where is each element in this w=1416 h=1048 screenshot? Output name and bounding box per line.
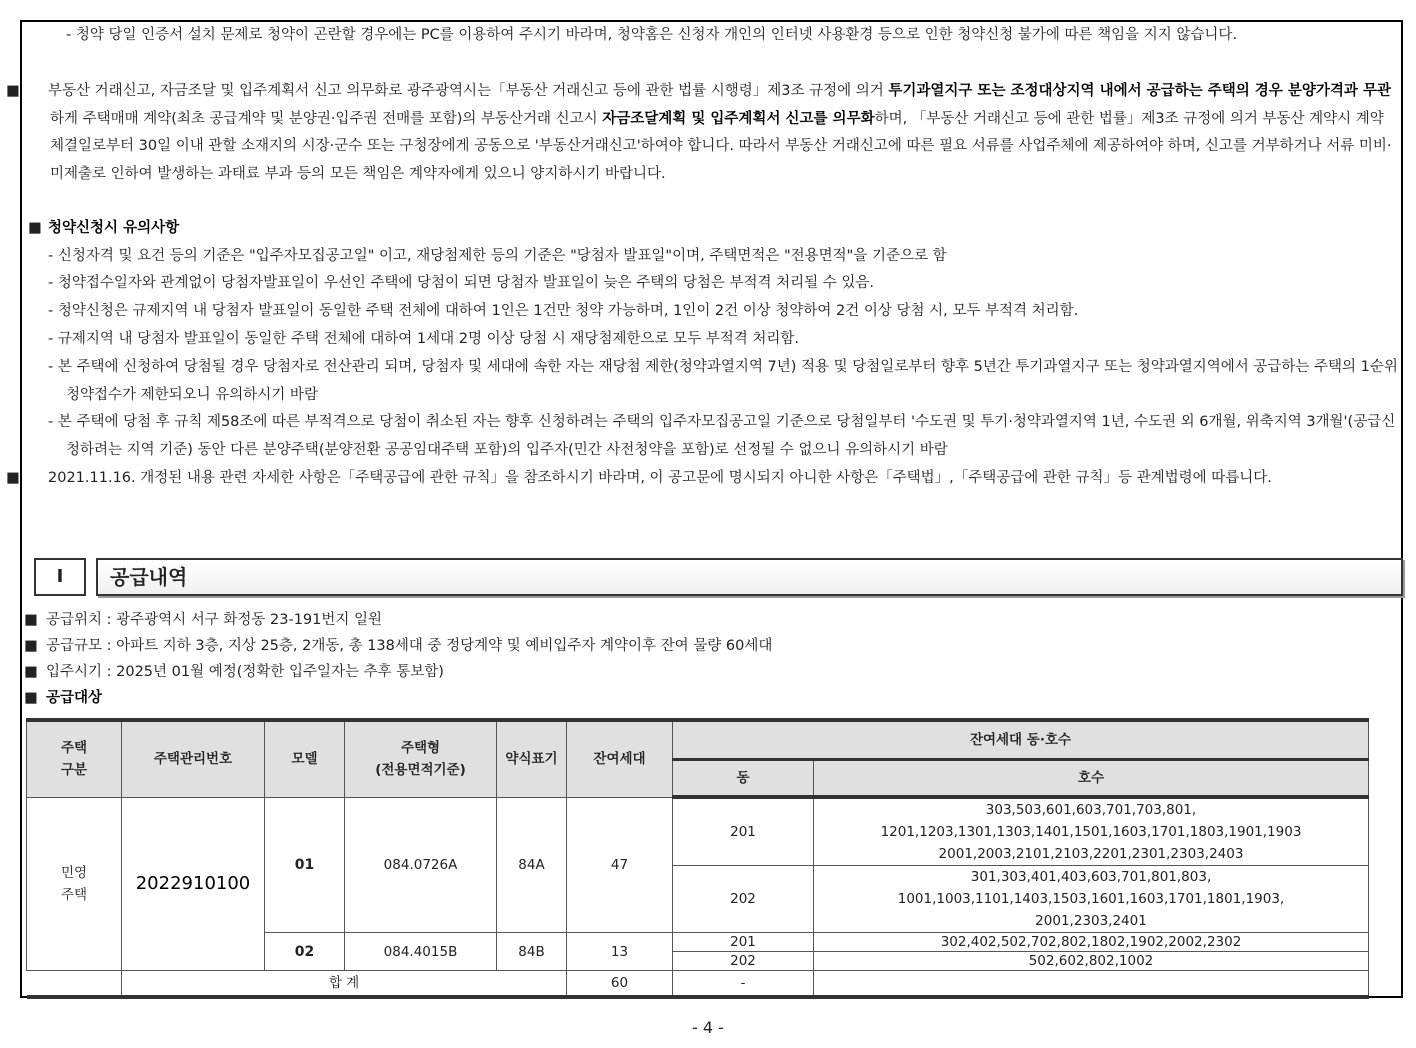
- cell-dong: 201: [673, 797, 814, 866]
- header-short-label: 약식표기: [497, 720, 567, 797]
- cell-ho: 302,402,502,702,802,1802,1902,2002,2302: [814, 933, 1369, 952]
- cell-total-value: 60: [567, 971, 673, 997]
- caution-item: - 본 주택에 신청하여 당첨될 경우 당첨자로 전산관리 되며, 당첨자 및 세대에 속한 자는 재당첨 제한(청약과열지역 7년) 적용 및 당첨일로부터 향후 5년간 투기과열지구 또는 청약과열지역에서 공급하는 주택의 1순위 청약접수가 제한되오니 유의하시기 바람: [48, 359, 1398, 403]
- header-housing-type: 주택형 (전용면적기준): [345, 720, 497, 797]
- cell-dong: 202: [673, 952, 814, 971]
- cell-housing-type: 084.4015B: [345, 933, 497, 971]
- cell-short-label: 84B: [497, 933, 567, 971]
- cell-model: 01: [265, 797, 345, 933]
- caution-item: - 신청자격 및 요건 등의 기준은 "입주자모집공고일" 이고, 재당첨제한 등의 기준은 "당첨자 발표일"이며, 주택면적은 "전용면적"을 기준으로 함: [48, 248, 947, 264]
- header-ho: 호수: [814, 759, 1369, 797]
- header-management-number: 주택관리번호: [122, 720, 265, 797]
- cell-empty: [814, 971, 1369, 997]
- paragraph-revision: ■ 2021.11.16. 개정된 내용 관련 자세한 사항은「주택공급에 관한 규칙」을 참조하시기 바라며, 이 공고문에 명시되지 아니한 사항은「주택법」,「주택공급에 관한 규칙」등 관계법령에 따릅니다.: [28, 465, 1396, 493]
- paragraph-real-estate-report: ■ 부동산 거래신고, 자금조달 및 입주계획서 신고 의무화로 광주광역시는「부동산 거래신고 등에 관한 법률 시행령」제3조 규정에 의거 투기과열지구 또는 조정대상지역 내에서 공급하는 주택의 경우 분양가격과 무관하게 주택매매 계약(최초 공급계약 및 분양권·입주권 전매를 포함)의 부동산거래 신고시 자금조달계획 및 입주계획서 신고를 의무화하며, 「부동산 거래신고 등에 관한 법률」제3조 규정에 의거 부동산 계약시 계약체결일로부터 30일 이내 관할 소재지의 시장·군수 또는 구청장에게 공동으로 '부동산거래신고'하여야 합니다. 따라서 부동산 거래신고에 따른 필요 서류를 사업주체에 제공하여야 하며, 신고를 거부하거나 서류 미비·미제출로 인하여 발생하는 과태료 부과 등의 모든 책임은 계약자에게 있으니 양지하시기 바랍니다.: [28, 78, 1396, 188]
- table-total-row: [27, 971, 1369, 997]
- caution-item: - 본 주택에 당첨 후 규칙 제58조에 따른 부적격으로 당첨이 취소된 자는 향후 신청하려는 주택의 입주자모집공고일 기준으로 당첨일부터 '수도권 및 투기·청약과열지역 1년, 수도권 외 6개월, 위축지역 3개월'(공급신청하려는 지역 기준) 동안 다른 분양주택(분양전환 공공임대주택 포함)의 입주자(민간 사전청약을 포함)로 선정될 수 없으니 유의하시기 바람: [48, 414, 1396, 458]
- note-cert: - 청약 당일 인증서 설치 문제로 청약이 곤란할 경우에는 PC를 이용하여 주시기 바라며, 청약홈은 신청자 개인의 인터넷 사용환경 등으로 인한 청약신청 불가에 따른 책임을 지지 않습니다.: [66, 27, 1238, 43]
- square-bullet-icon: ■: [6, 83, 20, 99]
- caution-heading: ■ 청약신청시 유의사항: [28, 215, 1396, 243]
- cell-ho: 502,602,802,1002: [814, 952, 1369, 971]
- square-bullet-icon: ■: [24, 612, 38, 628]
- supply-location: ■ 공급위치 : 광주광역시 서구 화정동 23-191번지 일원: [24, 607, 382, 633]
- header-model: 모델: [265, 720, 345, 797]
- supply-target-heading: ■ 공급대상: [24, 685, 102, 711]
- section-title: 공급내역: [96, 558, 1403, 596]
- header-remaining-units: 잔여세대 동·호수: [673, 720, 1369, 759]
- table-row: [27, 797, 1369, 866]
- supply-movein: ■ 입주시기 : 2025년 01월 예정(정확한 입주일자는 추후 통보함): [24, 659, 444, 685]
- cell-ho: 301,303,401,403,603,701,801,803, 1001,1003,1101,1403,1503,1601,1603,1701,1801,1903, 2001,2303,2401: [814, 866, 1369, 933]
- square-bullet-icon: ■: [24, 664, 38, 680]
- square-bullet-icon: ■: [28, 220, 42, 236]
- cell-ho: 303,503,601,603,701,703,801, 1201,1203,1301,1303,1401,1501,1603,1701,1803,1901,1903 2001,2003,2101,2103,2201,2301,2303,2403: [814, 797, 1369, 866]
- caution-item: - 청약신청은 규제지역 내 당첨자 발표일이 동일한 주택 전체에 대하여 1인은 1건만 청약 가능하며, 1인이 2건 이상 청약하여 2건 이상 당첨 시, 모두 부적격 처리함.: [48, 303, 1079, 319]
- cell-model: 02: [265, 933, 345, 971]
- header-remaining: 잔여세대: [567, 720, 673, 797]
- caution-item: - 규제지역 내 당첨자 발표일이 동일한 주택 전체에 대하여 1세대 2명 이상 당첨 시 재당첨제한으로 모두 부적격 처리함.: [48, 331, 799, 347]
- cell-total-dash: -: [673, 971, 814, 997]
- cell-short-label: 84A: [497, 797, 567, 933]
- cell-remaining: 13: [567, 933, 673, 971]
- cell-dong: 201: [673, 933, 814, 952]
- cell-dong: 202: [673, 866, 814, 933]
- cell-housing-type: 084.0726A: [345, 797, 497, 933]
- page-number: - 4 -: [692, 1018, 724, 1037]
- cell-total-label: 합 계: [122, 971, 567, 997]
- supply-scale: ■ 공급규모 : 아파트 지하 3층, 지상 25층, 2개동, 총 138세대 중 정당계약 및 예비입주자 계약이후 잔여 물량 60세대: [24, 633, 772, 659]
- cell-remaining: 47: [567, 797, 673, 933]
- square-bullet-icon: ■: [24, 638, 38, 654]
- square-bullet-icon: ■: [24, 690, 38, 706]
- cell-housing-category: 민영 주택: [27, 797, 122, 971]
- supply-table: [26, 718, 1369, 999]
- cell-empty: [27, 971, 122, 997]
- square-bullet-icon: ■: [6, 470, 20, 486]
- cell-management-number: 2022910100: [122, 797, 265, 971]
- section-number: I: [34, 558, 86, 596]
- header-dong: 동: [673, 759, 814, 797]
- header-housing-category: 주택 구분: [27, 720, 122, 797]
- caution-item: - 청약접수일자와 관계없이 당첨자발표일이 우선인 주택에 당첨이 되면 당첨자 발표일이 늦은 주택의 당첨은 부적격 처리될 수 있음.: [48, 275, 874, 291]
